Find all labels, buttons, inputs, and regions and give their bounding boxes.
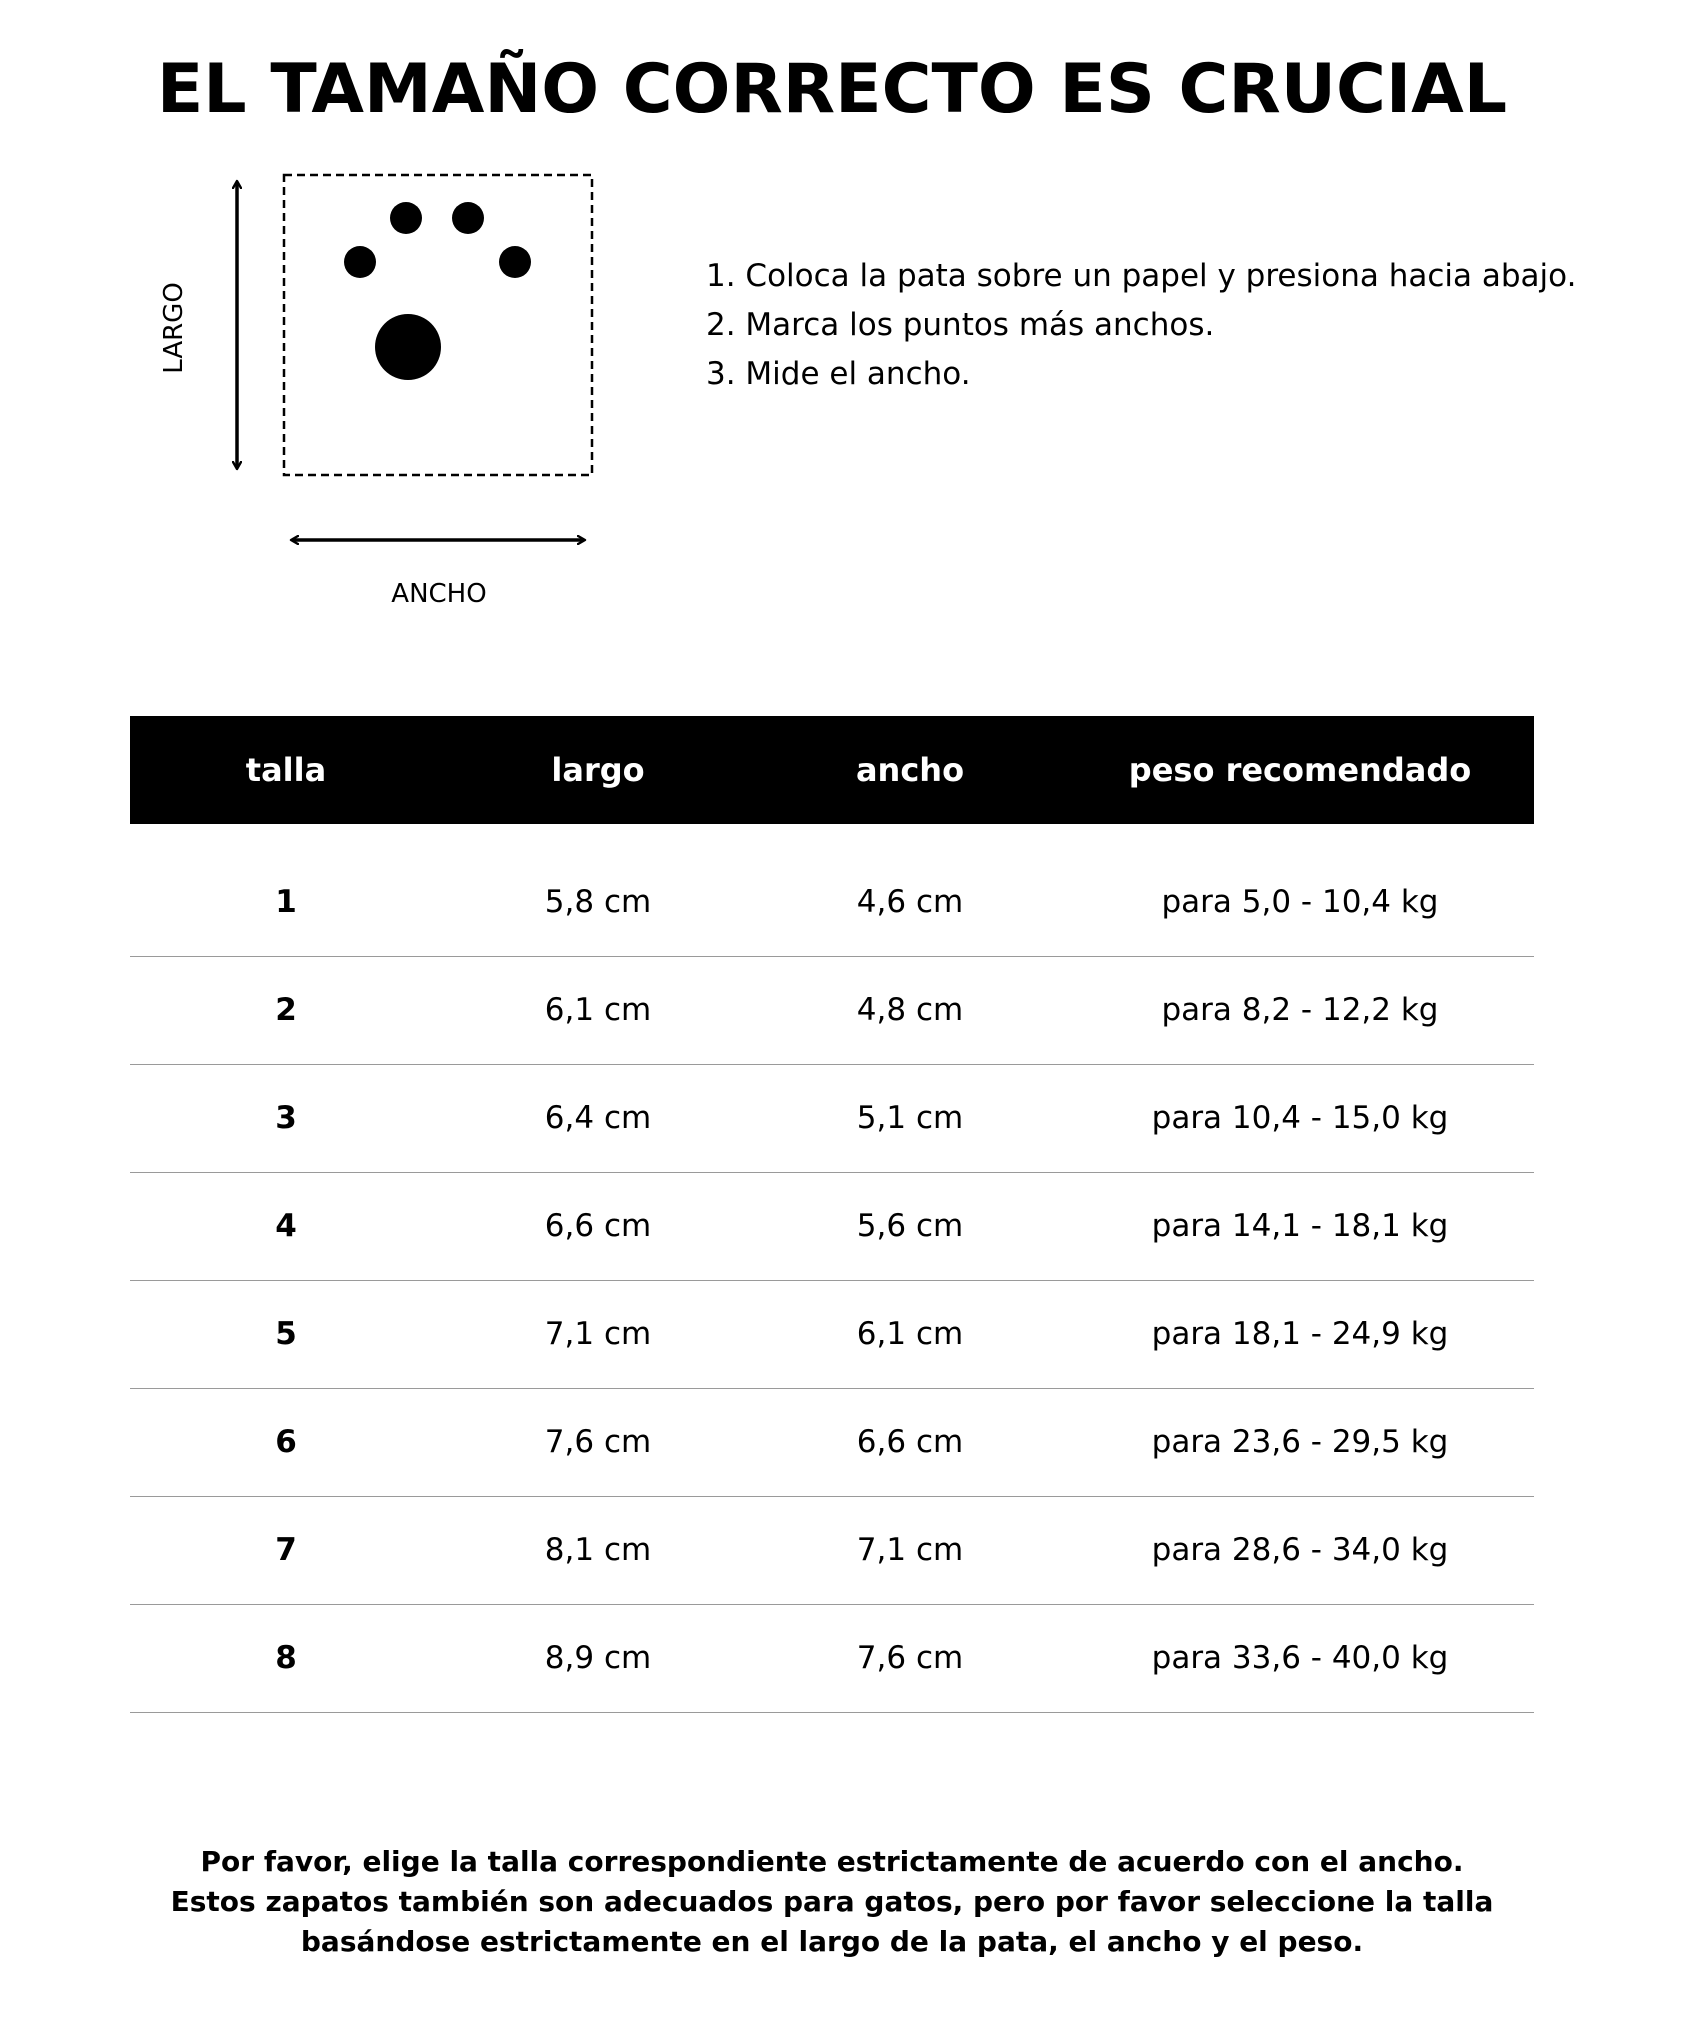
cell-length: 7,6 cm [442,1388,754,1496]
cell-width: 4,6 cm [754,824,1066,956]
cell-width: 5,1 cm [754,1064,1066,1172]
cell-width: 7,1 cm [754,1496,1066,1604]
header-length: largo [442,716,754,824]
cell-weight: para 28,6 - 34,0 kg [1066,1496,1534,1604]
cell-size: 5 [130,1280,442,1388]
table-row [130,1172,1534,1280]
footer-note [0,1842,1664,1962]
paw-measure-diagram [150,170,630,630]
cell-width: 6,6 cm [754,1388,1066,1496]
cell-length: 8,1 cm [442,1496,754,1604]
cell-size: 7 [130,1496,442,1604]
cell-length: 6,1 cm [442,956,754,1064]
instruction-step: 3. Mide el ancho. [706,356,971,392]
header-size: talla [130,716,442,824]
cell-weight: para 23,6 - 29,5 kg [1066,1388,1534,1496]
table-row [130,1604,1534,1712]
cell-width: 5,6 cm [754,1172,1066,1280]
cell-weight: para 10,4 - 15,0 kg [1066,1064,1534,1172]
cell-width: 4,8 cm [754,956,1066,1064]
length-label: LARGO [159,282,189,374]
paw-outline-box [284,175,592,475]
table-row [130,1064,1534,1172]
table-header [130,716,1534,824]
size-chart-table [130,716,1534,1713]
cell-width: 6,1 cm [754,1280,1066,1388]
cell-size: 8 [130,1604,442,1712]
cell-length: 8,9 cm [442,1604,754,1712]
instruction-step: 2. Marca los puntos más anchos. [706,307,1215,343]
header-weight: peso recomendado [1066,716,1534,824]
cell-size: 4 [130,1172,442,1280]
cell-length: 5,8 cm [442,824,754,956]
cell-size: 1 [130,824,442,956]
table-header-row [130,716,1534,824]
table-body [130,824,1534,1712]
header-width: ancho [754,716,1066,824]
cell-length: 7,1 cm [442,1280,754,1388]
paw-diagram-svg [150,170,630,630]
table-row [130,1388,1534,1496]
instructions-list [706,252,1576,399]
instruction-step: 1. Coloca la pata sobre un papel y presiona hacia abajo. [706,258,1577,294]
cell-weight: para 18,1 - 24,9 kg [1066,1280,1534,1388]
footer-line: Por favor, elige la talla correspondiente estrictamente de acuerdo con el ancho. [200,1845,1464,1878]
cell-weight: para 5,0 - 10,4 kg [1066,824,1534,956]
footer-line: Estos zapatos también son adecuados para gatos, pero por favor seleccione la talla [170,1885,1494,1918]
cell-size: 3 [130,1064,442,1172]
footer-line: basándose estrictamente en el largo de la pata, el ancho y el peso. [300,1925,1364,1958]
cell-weight: para 8,2 - 12,2 kg [1066,956,1534,1064]
cell-size: 2 [130,956,442,1064]
page-title: EL TAMAÑO CORRECTO ES CRUCIAL [156,50,1508,129]
width-label: ANCHO [391,579,487,609]
cell-weight: para 14,1 - 18,1 kg [1066,1172,1534,1280]
cell-length: 6,6 cm [442,1172,754,1280]
cell-size: 6 [130,1388,442,1496]
table-row [130,1496,1534,1604]
paw-print-icon [344,202,531,380]
table-row [130,956,1534,1064]
cell-weight: para 33,6 - 40,0 kg [1066,1604,1534,1712]
cell-width: 7,6 cm [754,1604,1066,1712]
table-row [130,1280,1534,1388]
cell-length: 6,4 cm [442,1064,754,1172]
table-row [130,824,1534,956]
